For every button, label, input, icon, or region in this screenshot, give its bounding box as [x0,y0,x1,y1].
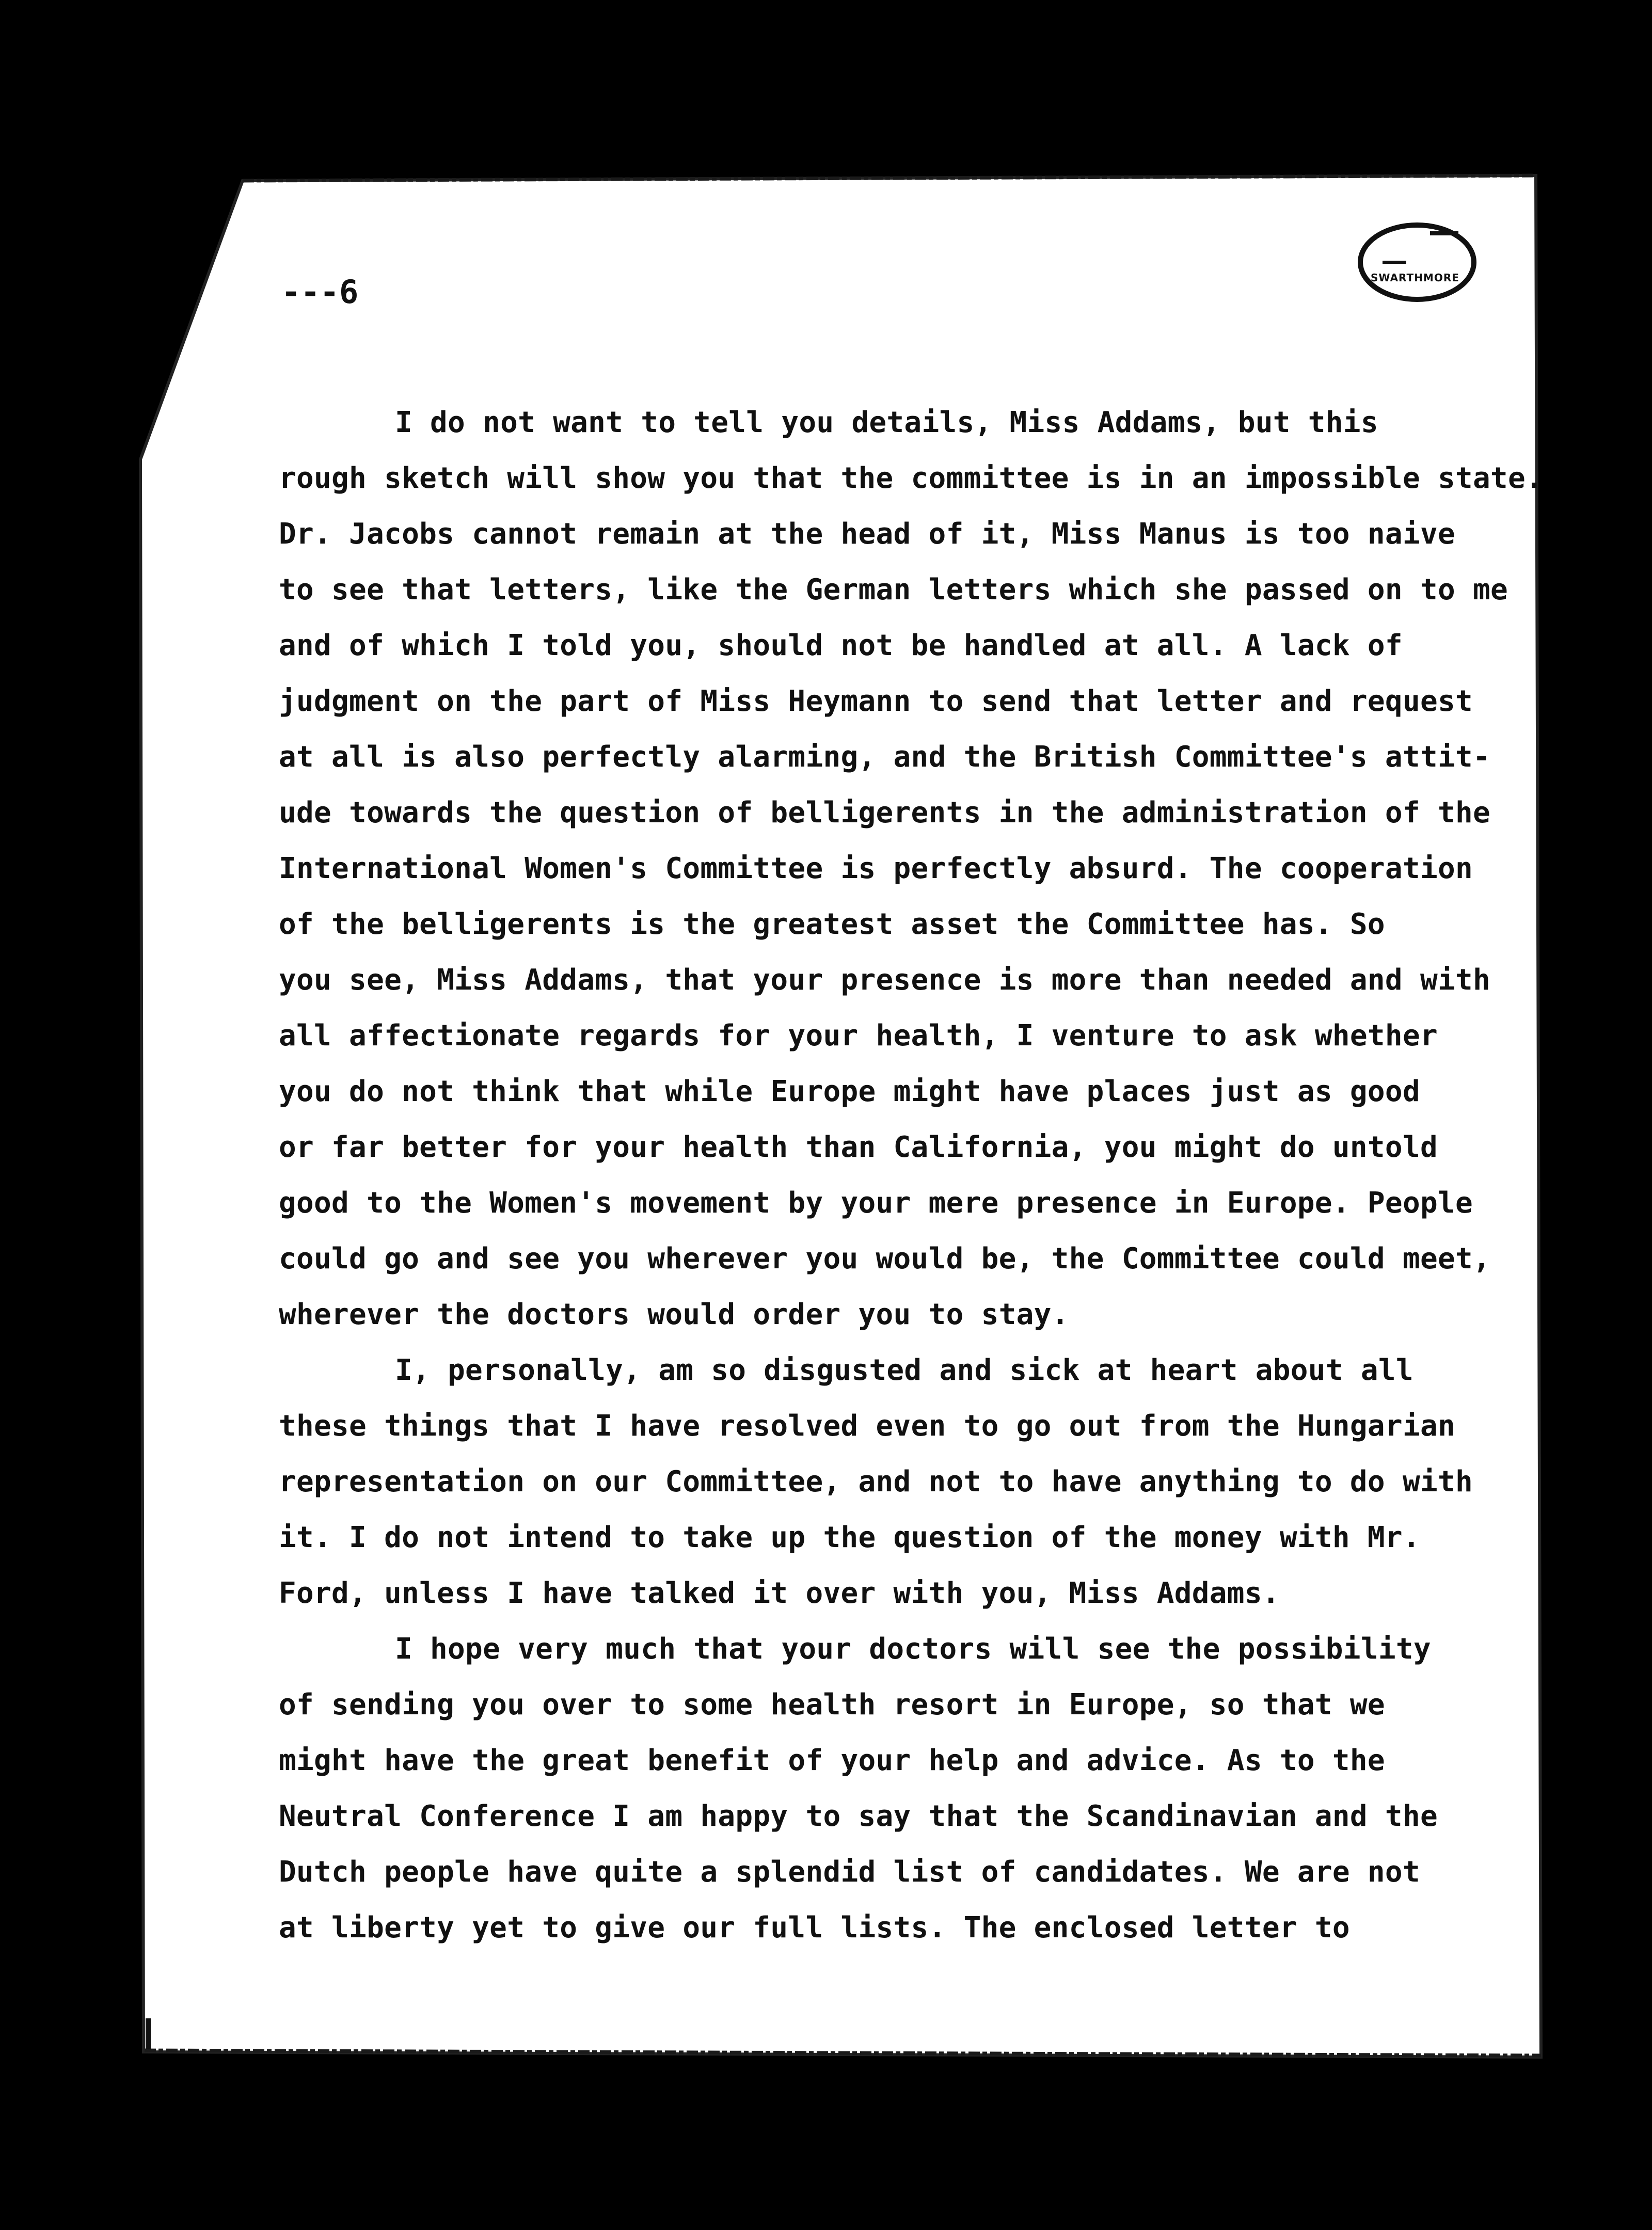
text-line: of the belligerents is the greatest asset the Committee has. So [279,907,1385,941]
text-line: I hope very much that your doctors will see the possibility [395,1632,1431,1666]
text-line: at all is also perfectly alarming, and the British Committee's attit- [279,740,1491,774]
letter-body [279,395,1544,1956]
margin-mark [146,2018,151,2049]
text-line: it. I do not intend to take up the question of the money with Mr. [279,1521,1420,1554]
text-line: you do not think that while Europe might have places just as good [279,1075,1420,1108]
text-line: these things that I have resolved even to go out from the Hungarian [279,1409,1455,1443]
text-line: good to the Women's movement by your mere presence in Europe. People [279,1186,1473,1220]
text-line: wherever the doctors would order you to stay. [279,1298,1069,1331]
text-line: I do not want to tell you details, Miss Addams, but this [395,406,1378,439]
text-line: of sending you over to some health resort in Europe, so that we [279,1688,1385,1722]
text-line: Dr. Jacobs cannot remain at the head of it, Miss Manus is too naive [279,517,1455,551]
text-line: might have the great benefit of your help and advice. As to the [279,1744,1385,1777]
text-line: Ford, unless I have talked it over with you, Miss Addams. [279,1576,1280,1610]
archive-stamp-mid-mark [1383,261,1406,264]
text-line: or far better for your health than California, you might do untold [279,1130,1438,1164]
text-line: ude towards the question of belligerents in the administration of the [279,796,1491,830]
text-line: you see, Miss Addams, that your presence is more than needed and with [279,963,1491,997]
archive-stamp [1360,225,1474,299]
text-line: rough sketch will show you that the committee is in an impossible state. [279,461,1544,495]
text-line: International Women's Committee is perfectly absurd. The cooperation [279,852,1473,885]
text-line: I, personally, am so disgusted and sick at heart about all [395,1353,1413,1387]
text-line: Dutch people have quite a splendid list of candidates. We are not [279,1855,1420,1889]
archive-stamp-top-mark [1430,231,1458,235]
text-line: representation on our Committee, and not to have anything to do with [279,1465,1473,1499]
page-number: ---6 [281,273,359,311]
text-line: to see that letters, like the German letters which she passed on to me [279,573,1508,607]
archive-stamp-oval [1360,225,1474,299]
text-line: and of which I told you, should not be handled at all. A lack of [279,629,1403,662]
text-line: judgment on the part of Miss Heymann to send that letter and request [279,684,1473,718]
archive-stamp-text: SWARTHMORE [1371,272,1459,284]
text-line: Neutral Conference I am happy to say that the Scandinavian and the [279,1799,1438,1833]
text-line: all affectionate regards for your health, I venture to ask whether [279,1019,1438,1053]
text-line: could go and see you wherever you would be, the Committee could meet, [279,1242,1491,1276]
text-line: at liberty yet to give our full lists. The enclosed letter to [279,1911,1350,1945]
